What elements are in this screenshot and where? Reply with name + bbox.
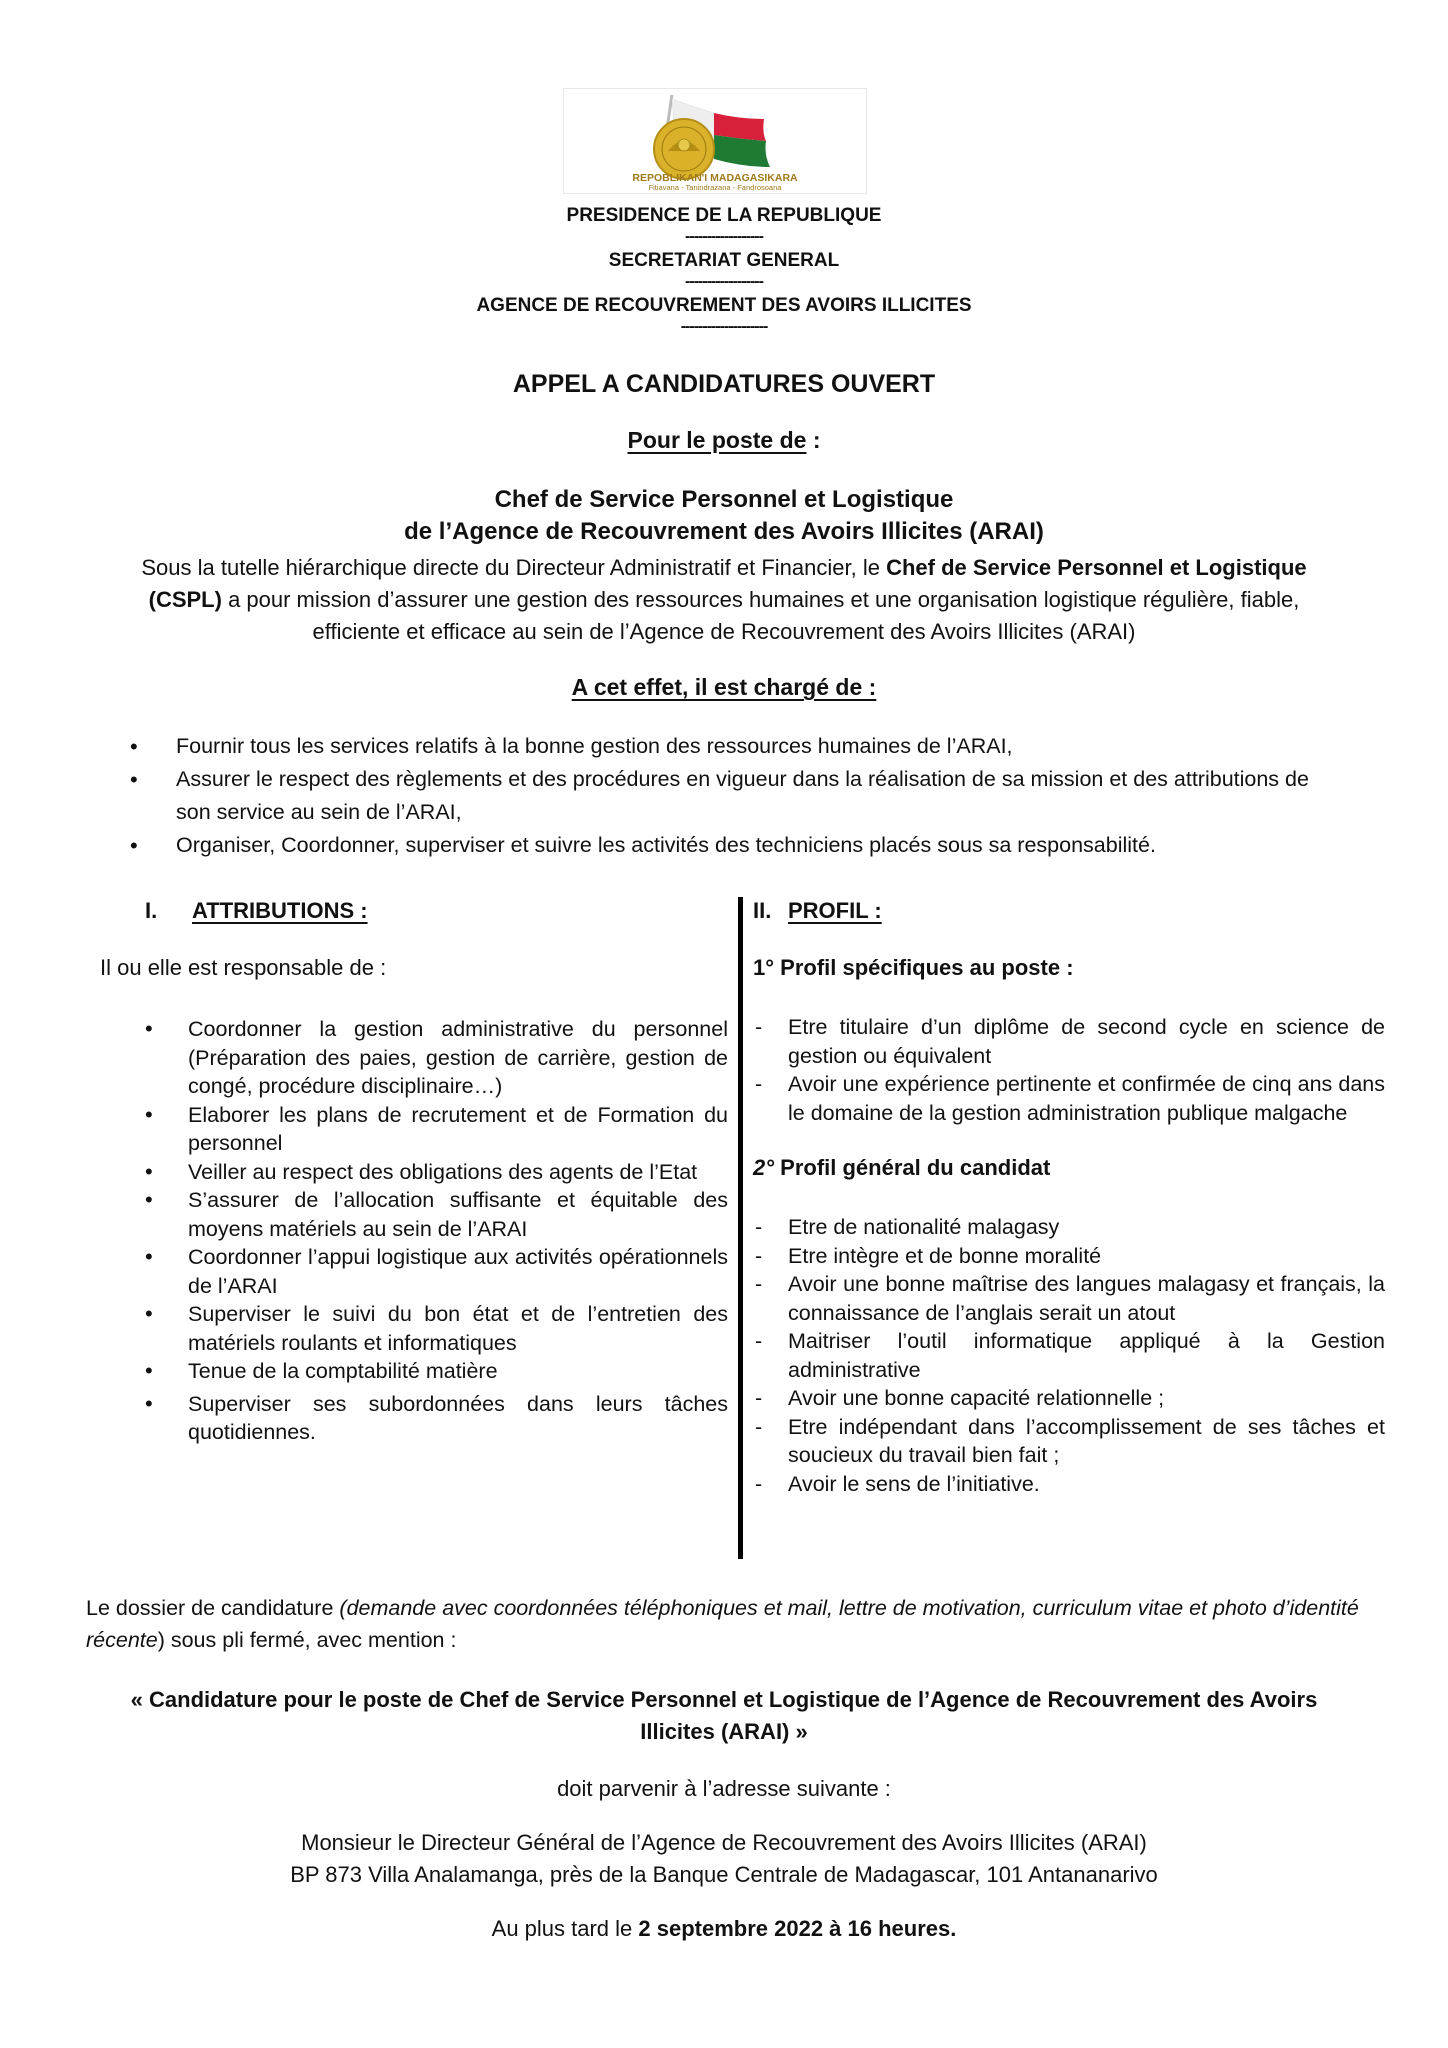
- madagascar-emblem-icon: [564, 89, 866, 193]
- duties-list-item: • Assurer le respect des règlements et des procédures en vigueur dans la réalisation de sa mission et des attributions de son service au sein de l’ARAI,: [130, 763, 1340, 829]
- attributions-list-item: • Superviser le suivi du bon état et de l’entretien des matériels roulants et informatiques: [100, 1300, 728, 1357]
- position-label-colon: :: [806, 427, 821, 453]
- header-separator: ------------------: [685, 273, 763, 290]
- attributions-section: [100, 898, 728, 1447]
- attributions-list-item: • Superviser ses subordonnées dans leurs tâches quotidiennes.: [100, 1390, 728, 1447]
- republic-logo: [563, 88, 867, 194]
- attributions-list-item: • Coordonner la gestion administrative du personnel (Préparation des paies, gestion de carrière, gestion de congé, procédure disciplinaire…): [100, 1015, 728, 1101]
- specific-profile-item: - Avoir une expérience pertinente et confirmée de cinq ans dans le domaine de la gestion administration publique malgache: [753, 1070, 1385, 1127]
- address-location: BP 873 Villa Analamanga, près de la Banque Centrale de Madagascar, 101 Antananarivo: [290, 1862, 1158, 1887]
- attributions-heading: [100, 898, 728, 928]
- instructions-text: ) sous pli fermé, avec mention :: [157, 1628, 457, 1652]
- instructions-text: Le dossier de candidature: [86, 1596, 340, 1620]
- mission-role-bold: Chef de Service Personnel et Logistique (CSPL): [148, 555, 1307, 612]
- mission-text: a pour mission d’assurer une gestion des ressources humaines et une organisation logistique régulière, fiable, efficiente et efficace au sein de l’Agence de Recouvrement des Avoirs Illicites (ARAI): [221, 587, 1300, 644]
- profil-section: [753, 898, 1385, 1498]
- general-profile-list: [753, 1213, 1385, 1498]
- attributions-list: [100, 1015, 728, 1447]
- general-profile-title: Profil général du candidat: [774, 1155, 1051, 1180]
- general-profile-item: - Avoir une bonne capacité relationnelle ;: [753, 1384, 1385, 1413]
- address-intro: doit parvenir à l’adresse suivante :: [557, 1776, 891, 1801]
- document-title: APPEL A CANDIDATURES OUVERT: [512, 370, 936, 398]
- profil-heading: [753, 898, 1385, 928]
- general-profile-heading: [753, 1155, 1385, 1181]
- specific-profile-item: - Etre titulaire d’un diplôme de second cycle en science de gestion ou équivalent: [753, 1013, 1385, 1070]
- attributions-title: ATTRIBUTIONS :: [192, 898, 368, 923]
- role-title-line1: Chef de Service Personnel et Logistique: [494, 486, 954, 513]
- general-profile-item: - Avoir une bonne maîtrise des langues malagasy et français, la connaissance de l’anglais serait un atout: [753, 1270, 1385, 1327]
- header-agency: AGENCE DE RECOUVREMENT DES AVOIRS ILLICITES: [476, 295, 972, 316]
- position-label: [0, 427, 1448, 454]
- svg-text:Fitiavana - Tanindrazana - Fan: Fitiavana - Tanindrazana - Fandrosoana: [648, 183, 782, 192]
- svg-text:REPOBLIKAN'I MADAGASIKARA: REPOBLIKAN'I MADAGASIKARA: [632, 172, 798, 184]
- column-divider: [738, 897, 743, 1559]
- general-profile-item: - Etre intègre et de bonne moralité: [753, 1242, 1385, 1271]
- specific-profile-heading: 1° Profil spécifiques au poste :: [753, 955, 1074, 980]
- attributions-list-item: • S’assurer de l’allocation suffisante et équitable des moyens matériels au sein de l’ARAI: [100, 1186, 728, 1243]
- duties-heading: [0, 674, 1448, 701]
- attributions-number: I.: [145, 898, 158, 923]
- address-recipient: Monsieur le Directeur Général de l’Agence de Recouvrement des Avoirs Illicites (ARAI): [301, 1830, 1147, 1855]
- deadline: [0, 1916, 1448, 1942]
- required-documents: (demande avec coordonnées téléphoniques et mail, lettre de motivation, curriculum vitae et photo d’identité récente: [86, 1596, 1359, 1652]
- general-profile-item: - Maitriser l’outil informatique appliqué à la Gestion administrative: [753, 1327, 1385, 1384]
- mission-text: Sous la tutelle hiérarchique directe du Directeur Administratif et Financier, le: [141, 555, 887, 580]
- attributions-list-item: • Veiller au respect des obligations des agents de l’Etat: [100, 1158, 728, 1187]
- attributions-intro: Il ou elle est responsable de :: [100, 955, 387, 980]
- duties-list: [130, 730, 1340, 862]
- header-presidence: PRESIDENCE DE LA REPUBLIQUE: [566, 205, 882, 226]
- envelope-mention: « Candidature pour le poste de Chef de Service Personnel et Logistique de l’Agence de Recouvrement des Avoirs Illicites (ARAI) »: [130, 1687, 1318, 1744]
- profil-number: II.: [753, 898, 772, 923]
- header-secretariat: SECRETARIAT GENERAL: [608, 250, 840, 271]
- specific-profile-list: [753, 1013, 1385, 1127]
- header-separator: --------------------: [680, 318, 768, 335]
- general-profile-number: 2°: [753, 1155, 775, 1180]
- position-label-underlined: Pour le poste de: [627, 427, 807, 453]
- role-title-line2: de l’Agence de Recouvrement des Avoirs Illicites (ARAI): [404, 518, 1044, 545]
- mission-paragraph: [108, 552, 1340, 648]
- general-profile-item: - Avoir le sens de l’initiative.: [753, 1470, 1385, 1499]
- deadline-prefix: Au plus tard le: [491, 1916, 639, 1941]
- duties-list-item: • Organiser, Coordonner, superviser et suivre les activités des techniciens placés sous sa responsabilité.: [130, 829, 1340, 862]
- attributions-list-item: • Elaborer les plans de recrutement et de Formation du personnel: [100, 1101, 728, 1158]
- general-profile-item: - Etre de nationalité malagasy: [753, 1213, 1385, 1242]
- duties-heading-text: A cet effet, il est chargé de :: [571, 674, 877, 700]
- attributions-list-item: • Coordonner l’appui logistique aux activités opérationnels de l’ARAI: [100, 1243, 728, 1300]
- duties-list-item: • Fournir tous les services relatifs à la bonne gestion des ressources humaines de l’ARAI,: [130, 730, 1340, 763]
- header-separator: ------------------: [685, 228, 763, 245]
- application-instructions: [86, 1592, 1376, 1656]
- profil-title: PROFIL :: [788, 898, 882, 923]
- deadline-date: 2 septembre 2022 à 16 heures.: [638, 1916, 957, 1941]
- attributions-list-item: • Tenue de la comptabilité matière: [100, 1357, 728, 1386]
- general-profile-item: - Etre indépendant dans l’accomplissement de ses tâches et soucieux du travail bien fait ;: [753, 1413, 1385, 1470]
